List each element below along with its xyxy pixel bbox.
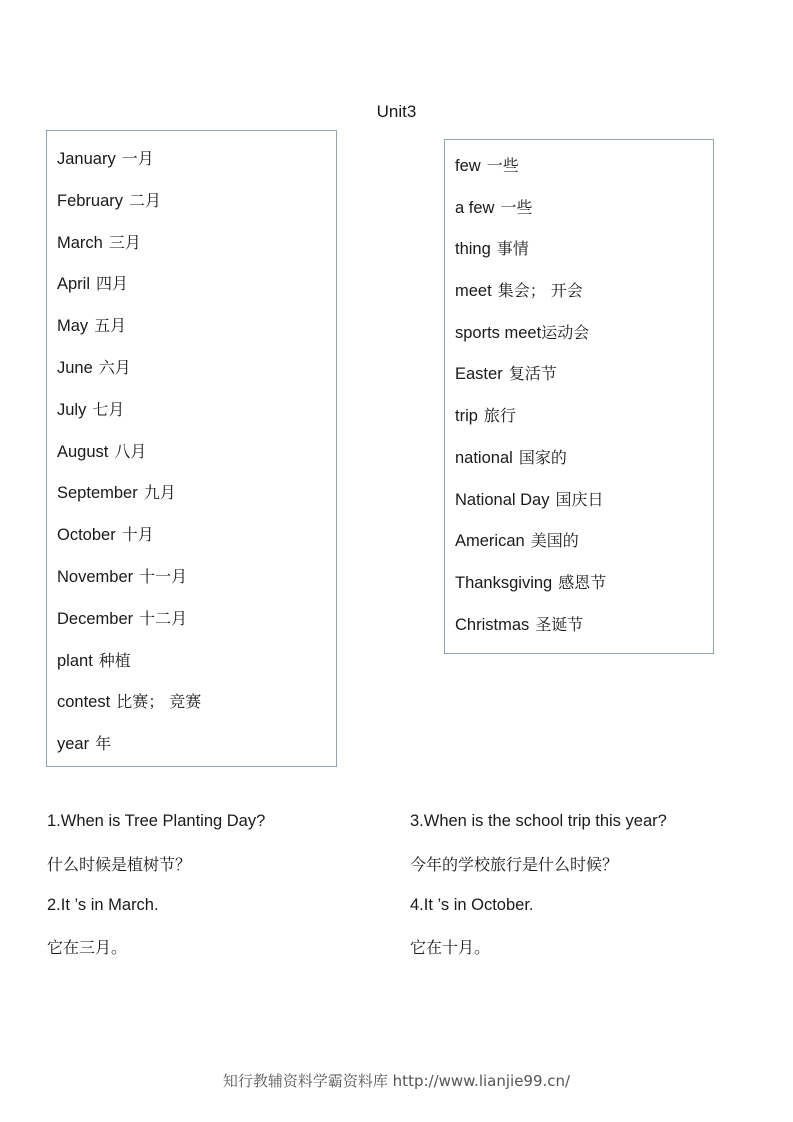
sentence-1-english: 1.When is Tree Planting Day? bbox=[47, 812, 266, 830]
vocab-item: December 十二月 bbox=[57, 608, 188, 628]
vocab-item: November 十一月 bbox=[57, 566, 188, 586]
sentence-1-chinese: 什么时候是植树节？ bbox=[47, 855, 192, 874]
vocab-item: meet 集会； 开会 bbox=[455, 281, 583, 301]
vocab-item: contest 比赛； 竞赛 bbox=[57, 692, 202, 712]
vocab-item: February 二月 bbox=[57, 190, 162, 210]
vocab-item: trip 旅行 bbox=[455, 406, 516, 426]
vocab-item: sports meet运动会 bbox=[455, 322, 590, 342]
vocab-item: July 七月 bbox=[57, 399, 125, 419]
page-title: Unit3 bbox=[376, 102, 417, 121]
sentence-2-chinese: 它在三月。 bbox=[47, 938, 128, 957]
footer-watermark: 知行教辅资料学霸资料库 http://www.lianjie99.cn/ bbox=[222, 1072, 571, 1090]
vocab-item: plant 种植 bbox=[57, 650, 131, 670]
sentence-3-chinese: 今年的学校旅行是什么时候？ bbox=[410, 855, 619, 874]
vocab-item: few 一些 bbox=[455, 156, 519, 175]
vocab-item: National Day 国庆日 bbox=[455, 489, 604, 509]
vocab-box-right bbox=[444, 139, 714, 654]
vocab-item: national 国家的 bbox=[455, 447, 567, 467]
vocab-box-left bbox=[46, 130, 337, 767]
vocab-item: Thanksgiving 感恩节 bbox=[455, 572, 607, 592]
vocab-item: May 五月 bbox=[57, 316, 127, 336]
sentence-3-english: 3.When is the school trip this year? bbox=[410, 812, 667, 830]
sentence-4-chinese: 它在十月。 bbox=[410, 938, 491, 957]
vocab-item: American 美国的 bbox=[455, 531, 579, 551]
vocab-item: March 三月 bbox=[57, 232, 141, 252]
vocab-item: June 六月 bbox=[57, 357, 131, 377]
sentence-4-english: 4.It ’s in October. bbox=[410, 896, 534, 914]
vocab-item: a few 一些 bbox=[455, 197, 533, 217]
vocab-item: October 十月 bbox=[57, 525, 154, 545]
vocab-item: Christmas 圣诞节 bbox=[455, 614, 584, 634]
vocab-item: September 九月 bbox=[57, 483, 176, 503]
vocab-item: April 四月 bbox=[57, 274, 129, 294]
sentence-2-english: 2.It ’s in March. bbox=[47, 896, 159, 914]
vocab-item: year 年 bbox=[57, 734, 112, 754]
vocab-item: January 一月 bbox=[57, 149, 154, 168]
vocab-item: thing 事情 bbox=[455, 239, 529, 259]
vocab-item: Easter 复活节 bbox=[455, 364, 557, 384]
vocab-item: August 八月 bbox=[57, 441, 147, 461]
